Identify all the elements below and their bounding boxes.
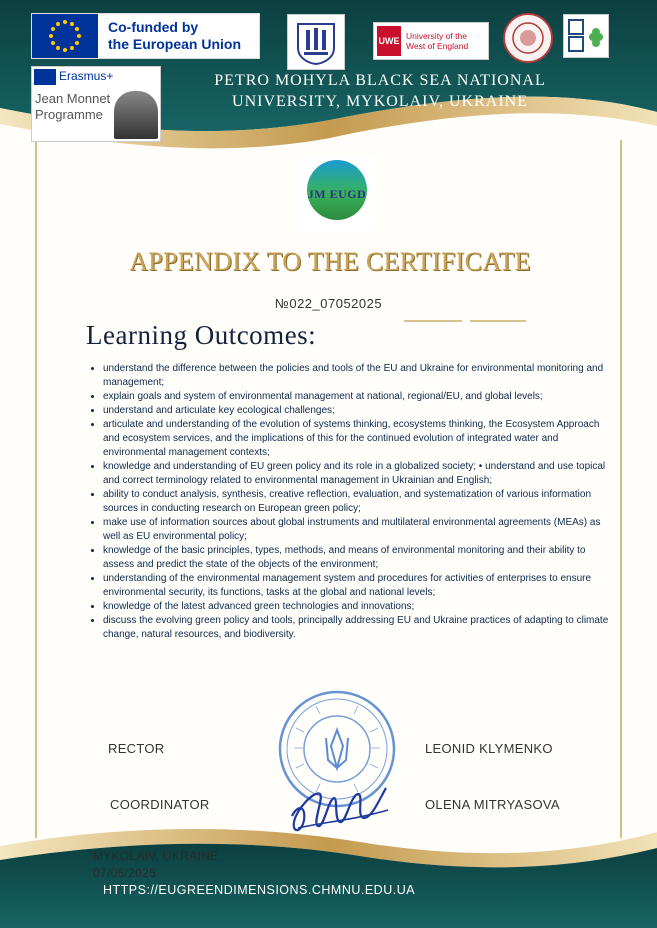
outcome-item: • knowledge of the basic principles, types, methods, and means of environmental monitoring and their ability to assess and predict the state of the objects of the environment; bbox=[103, 544, 615, 572]
ou-logo bbox=[563, 14, 609, 58]
issue-date: 07/05/2025 bbox=[93, 866, 157, 880]
rector-name: LEONID KLYMENKO bbox=[425, 741, 553, 756]
ou-clover-icon bbox=[566, 17, 606, 55]
erasmus-label: Erasmus+ bbox=[59, 69, 114, 83]
outcome-item: • understanding of the environmental management system and procedures for activities of enterprises to ensure environmental security, its functions, tasks at the global and national levels; bbox=[103, 572, 615, 600]
eu-flag-small-icon bbox=[34, 69, 56, 85]
university-crest-icon bbox=[292, 18, 340, 66]
outcome-item: • knowledge and understanding of EU green policy and its role in a globalized society; • understand and use topical and correct terminology related to environmental management in Ukrainian and English; bbox=[103, 460, 615, 488]
uwe-mark: UWE bbox=[377, 26, 401, 56]
coordinator-label: COORDINATOR bbox=[110, 797, 210, 812]
decorative-divider bbox=[404, 320, 462, 322]
outcome-item: • make use of information sources about global instruments and multilateral environmental agreements (MEAs) as well as EU environmental policy; bbox=[103, 516, 615, 544]
uwe-line1: University of the bbox=[406, 31, 467, 41]
signature-icon bbox=[284, 776, 394, 838]
university-name-line2: UNIVERSITY, MYKOLAIV, UKRAINE bbox=[232, 93, 528, 110]
rector-label: RECTOR bbox=[108, 741, 165, 756]
uwe-line2: West of England bbox=[406, 41, 469, 51]
certificate-number: №022_07052025 bbox=[274, 296, 383, 311]
eu-logo-line1: Co-funded by bbox=[108, 19, 199, 35]
jm-eugd-logo-text: JM EUGD bbox=[307, 187, 367, 201]
outcome-item: • explain goals and system of environmental management at national, regional/EU, and global levels; bbox=[103, 390, 615, 404]
portrait-image bbox=[114, 91, 158, 139]
jean-monnet-line2: Programme bbox=[35, 107, 103, 122]
document-title: APPENDIX TO THE CERTIFICATE bbox=[129, 247, 531, 276]
outcome-item: • ability to conduct analysis, synthesis, creative reflection, evaluation, and systematization of various information sources in conducting research on European green policy; bbox=[103, 488, 615, 516]
outcome-item: • understand the difference between the policies and tools of the EU and Ukraine for environmental monitoring and management; bbox=[103, 362, 615, 390]
issue-city: MYKOLAIV, UKRAINE bbox=[93, 849, 219, 863]
university-name-line1: PETRO MOHYLA BLACK SEA NATIONAL bbox=[214, 72, 546, 89]
coordinator-name: OLENA MITRYASOVA bbox=[425, 797, 560, 812]
eu-flag-icon bbox=[32, 14, 98, 58]
jm-eugd-logo bbox=[298, 157, 376, 231]
jean-monnet-line1: Jean Monnet bbox=[35, 91, 111, 106]
website-link[interactable]: HTTPS://EUGREENDIMENSIONS.CHMNU.EDU.UA bbox=[103, 883, 416, 897]
learning-outcomes-heading: Learning Outcomes: bbox=[86, 320, 317, 350]
decorative-divider bbox=[470, 320, 526, 322]
seal-emblem-icon bbox=[505, 15, 551, 61]
outcome-item: • knowledge of the latest advanced green technologies and innovations; bbox=[103, 600, 615, 614]
erasmus-jean-monnet-logo bbox=[31, 66, 161, 142]
university-seal-logo bbox=[503, 13, 553, 63]
chmnu-logo bbox=[287, 14, 345, 70]
outcome-item: • understand and articulate key ecological challenges; bbox=[103, 404, 615, 418]
uwe-logo bbox=[373, 22, 489, 60]
eu-cofunded-logo bbox=[31, 13, 260, 59]
outcome-item: • discuss the evolving green policy and tools, principally addressing EU and Ukraine practices of adapting to climate change, natural resources, and biodiversity. bbox=[103, 614, 615, 642]
university-name bbox=[190, 70, 570, 112]
eu-logo-line2: the European Union bbox=[108, 36, 241, 52]
outcome-item: • articulate and understanding of the evolution of systems thinking, ecosystems thinking, the Ecosystem Approach and ecosystem services, and the implications of this for the continued evolution of integrated water and environmental management contexts; bbox=[103, 418, 615, 460]
learning-outcomes-list bbox=[86, 362, 615, 642]
